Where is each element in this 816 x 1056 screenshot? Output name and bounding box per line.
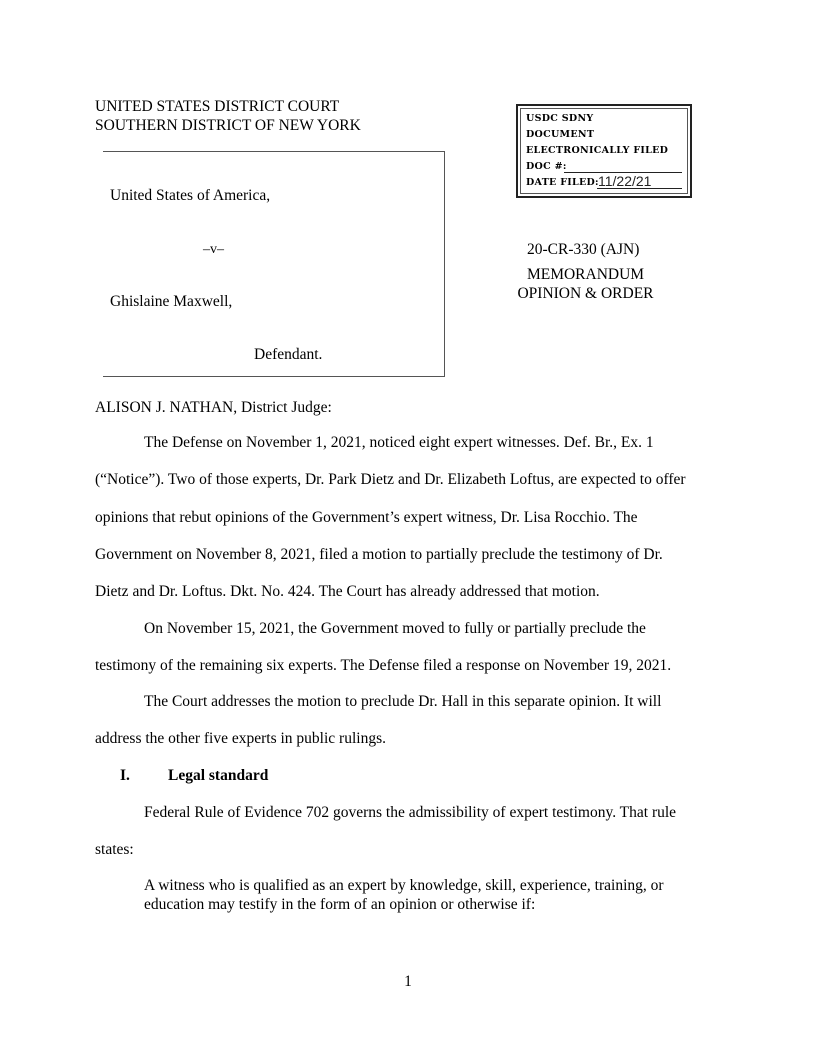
plaintiff-name: United States of America, — [110, 187, 271, 204]
section-heading: Legal standard — [168, 767, 269, 784]
paragraph-2-line: testimony of the remaining six experts. The Defense filed a response on November 19, 2021. — [95, 657, 672, 674]
document-title-line2: OPINION & ORDER — [517, 285, 654, 302]
versus-label: –v– — [203, 242, 224, 257]
court-name-line2: SOUTHERN DISTRICT OF NEW YORK — [95, 117, 361, 134]
paragraph-2-line: On November 15, 2021, the Government moved to fully or partially preclude the — [144, 620, 646, 637]
stamp-electronically-filed-label: ELECTRONICALLY FILED — [526, 145, 669, 156]
case-number: 20-CR-330 (AJN) — [527, 241, 640, 258]
defendant-role: Defendant. — [254, 346, 323, 363]
stamp-date-underline — [597, 188, 682, 189]
page-number: 1 — [404, 973, 412, 990]
court-name-line1: UNITED STATES DISTRICT COURT — [95, 98, 340, 115]
document-title-line1: MEMORANDUM — [526, 266, 645, 283]
defendant-name: Ghislaine Maxwell, — [110, 293, 233, 310]
judge-line: ALISON J. NATHAN, District Judge: — [95, 399, 332, 416]
paragraph-3-line: The Court addresses the motion to preclude Dr. Hall in this separate opinion. It will — [144, 693, 662, 710]
section-number: I. — [120, 767, 130, 784]
stamp-date-filed-label: DATE FILED: — [526, 177, 599, 188]
block-quote-line: education may testify in the form of an opinion or otherwise if: — [144, 896, 536, 913]
paragraph-1-line: opinions that rebut opinions of the Government’s expert witness, Dr. Lisa Rocchio. The — [95, 509, 638, 526]
case-caption-box — [103, 151, 445, 377]
paragraph-1-line: (“Notice”). Two of those experts, Dr. Park Dietz and Dr. Elizabeth Loftus, are expected to offer — [95, 471, 686, 488]
paragraph-1-line: Dietz and Dr. Loftus. Dkt. No. 424. The Court has already addressed that motion. — [95, 583, 600, 600]
filing-stamp — [516, 104, 692, 198]
paragraph-4-line: Federal Rule of Evidence 702 governs the admissibility of expert testimony. That rule — [144, 804, 677, 821]
stamp-court-label: USDC SDNY — [526, 113, 594, 124]
paragraph-1-line: Government on November 8, 2021, filed a motion to partially preclude the testimony of Dr. — [95, 546, 663, 563]
paragraph-4-line: states: — [95, 841, 134, 858]
stamp-document-label: DOCUMENT — [526, 129, 595, 140]
block-quote-line: A witness who is qualified as an expert by knowledge, skill, experience, training, or — [144, 877, 664, 894]
paragraph-3-line: address the other five experts in public rulings. — [95, 730, 386, 747]
stamp-date-filed-value: 11/22/21 — [598, 173, 652, 189]
stamp-doc-number-label: DOC #: — [526, 161, 567, 172]
paragraph-1-line: The Defense on November 1, 2021, noticed eight expert witnesses. Def. Br., Ex. 1 — [144, 434, 654, 451]
